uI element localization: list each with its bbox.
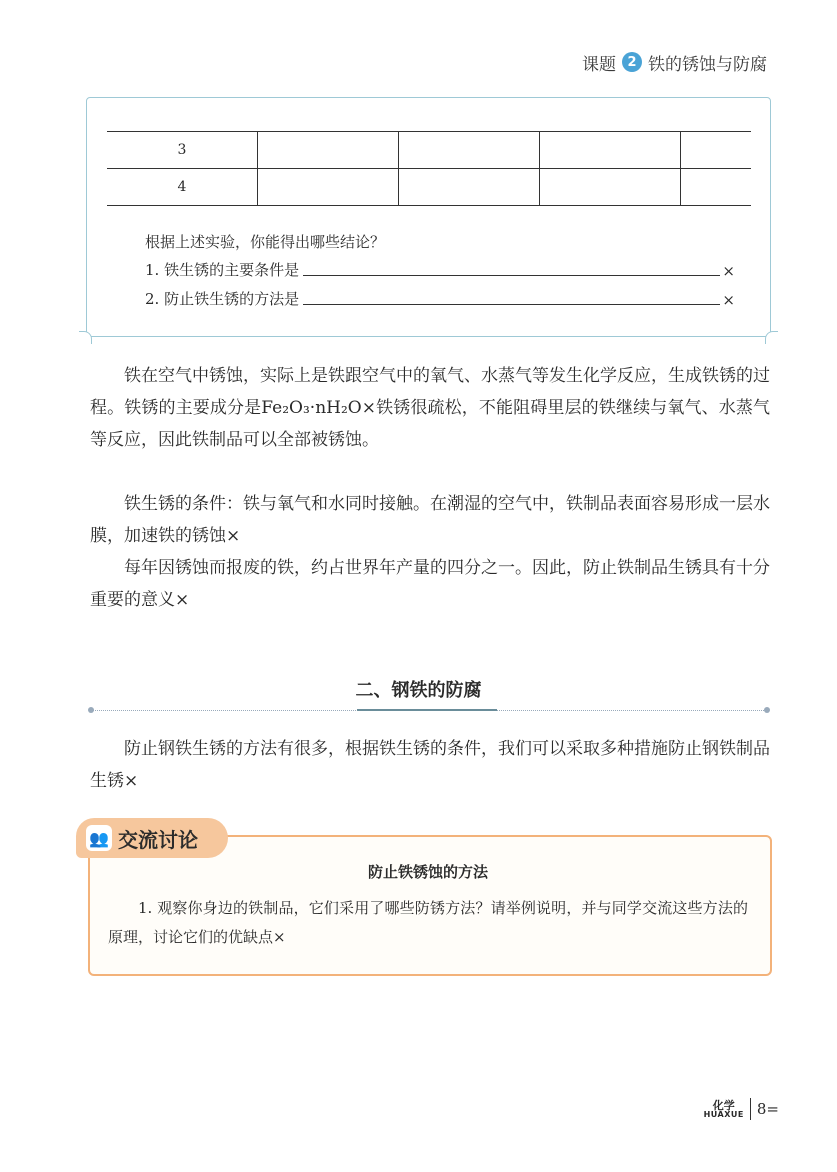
experiment-table <box>107 131 751 206</box>
experiment-record-box <box>86 97 771 337</box>
table-cell <box>258 169 399 206</box>
section-title: 二、钢铁的防腐 <box>355 680 482 701</box>
question-1-end: × <box>722 262 735 280</box>
body-paragraph: 每年因锈蚀而报废的铁，约占世界年产量的四分之一。因此，防止铁制品生锈具有十分重要的意义× <box>90 558 770 610</box>
page-header <box>582 50 767 74</box>
body-paragraph: 铁在空气中锈蚀，实际上是铁跟空气中的氧气、水蒸气等发生化学反应，生成铁锈的过程。铁锈的主要成分是Fe₂O₃·nH₂O×铁锈很疏松，不能阻碍里层的铁继续与氧气、水蒸气等反应，因此铁制品可以全部被锈蚀。 <box>90 366 770 450</box>
table-row <box>107 169 751 206</box>
row-index: 3 <box>107 132 258 169</box>
question-1 <box>145 259 735 280</box>
question-2 <box>145 288 735 309</box>
page-footer <box>704 1098 779 1120</box>
subject-en: HUAXUE <box>703 1109 744 1119</box>
divider-dot <box>764 707 770 713</box>
footer-divider <box>750 1098 751 1120</box>
subject-mark <box>704 1100 744 1119</box>
question-2-end: × <box>722 291 735 309</box>
question-2-label: 2. 防止铁生锈的方法是 <box>145 290 300 308</box>
experiment-notes-intro: 根据上述实验，你能得出哪些结论？ <box>145 233 386 251</box>
table-cell <box>399 132 540 169</box>
table-cell <box>681 132 752 169</box>
row-index: 4 <box>107 169 258 206</box>
lesson-number-badge: 2 <box>622 52 642 72</box>
answer-blank-2[interactable] <box>303 290 720 305</box>
page-number: 8= <box>756 1100 779 1118</box>
lesson-label: 课题 <box>582 54 616 75</box>
question-1-label: 1. 铁生锈的主要条件是 <box>145 261 300 279</box>
lesson-title: 铁的锈蚀与防腐 <box>648 54 767 75</box>
table-cell <box>258 132 399 169</box>
discussion-title: 防止铁锈蚀的方法 <box>367 863 488 881</box>
discussion-people-icon: 👥 <box>86 825 112 851</box>
table-cell <box>540 132 681 169</box>
table-row <box>107 132 751 169</box>
divider-accent <box>357 709 497 711</box>
subject-zh: 化学 <box>712 1098 735 1112</box>
discussion-text: 1. 观察你身边的铁制品，它们采用了哪些防锈方法？请举例说明，并与同学交流这些方法的原理，讨论它们的优缺点× <box>108 899 748 946</box>
answer-blank-1[interactable] <box>303 261 720 276</box>
divider-dot <box>88 707 94 713</box>
section-paragraph: 防止钢铁生锈的方法有很多，根据铁生锈的条件，我们可以采取多种措施防止钢铁制品生锈× <box>90 739 770 791</box>
table-cell <box>399 169 540 206</box>
discussion-tag <box>76 818 228 858</box>
body-paragraph: 铁生锈的条件：铁与氧气和水同时接触。在潮湿的空气中，铁制品表面容易形成一层水膜，加速铁的锈蚀× <box>90 494 770 546</box>
table-cell <box>540 169 681 206</box>
discussion-tag-label: 交流讨论 <box>118 827 198 852</box>
table-cell <box>681 169 752 206</box>
